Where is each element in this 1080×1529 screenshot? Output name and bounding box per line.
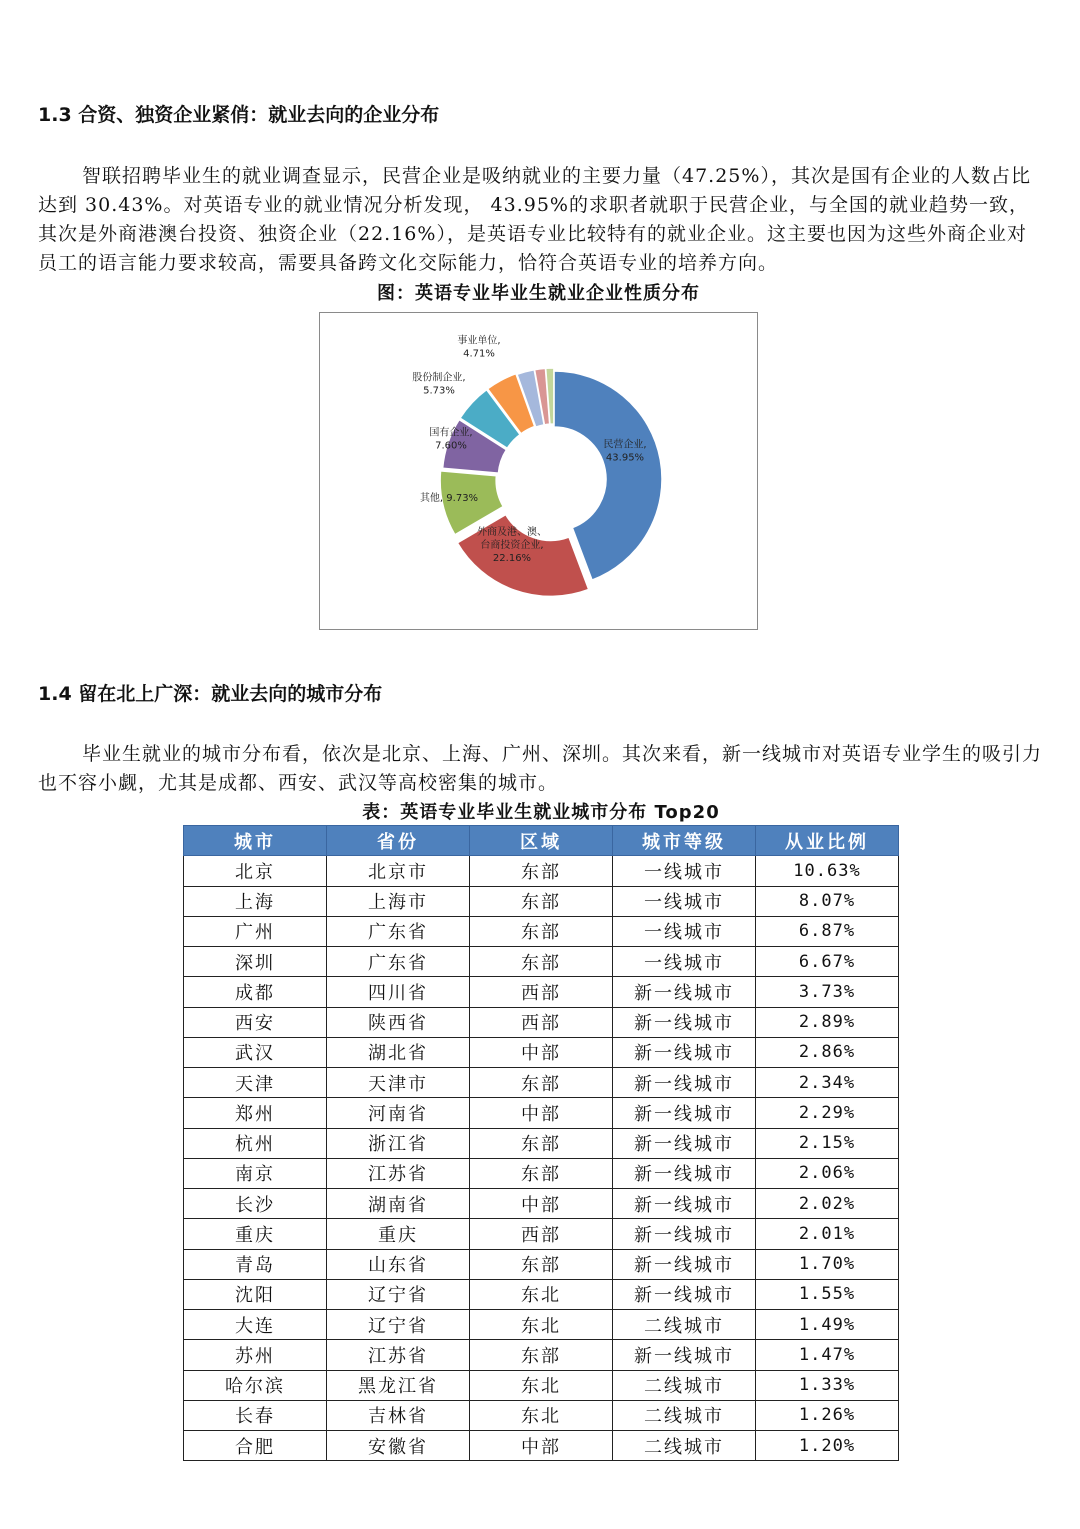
column-header: 城市等级 (613, 826, 756, 856)
table-cell: 郑州 (184, 1098, 327, 1128)
table-cell: 黑龙江省 (327, 1370, 470, 1400)
table-cell: 一线城市 (613, 916, 756, 946)
table-cell: 大连 (184, 1310, 327, 1340)
table-cell: 湖南省 (327, 1189, 470, 1219)
table-cell: 天津 (184, 1068, 327, 1098)
table-cell: 上海市 (327, 886, 470, 916)
table-cell: 新一线城市 (613, 1068, 756, 1098)
table-cell: 1.33% (756, 1370, 899, 1400)
table-cell: 中部 (470, 1431, 613, 1461)
table-row (184, 1249, 899, 1279)
slice-label: 民营企业, 43.95% (603, 439, 647, 464)
table-row (184, 856, 899, 886)
table-cell: 新一线城市 (613, 977, 756, 1007)
section-1-3-paragraph: 智联招聘毕业生的就业调查显示，民营企业是吸纳就业的主要力量（47.25%），其次是国有企业的人数占比达到 30.43%。对英语专业的就业情况分析发现， 43.95%的求职者就职于民营企业，与全国的就业趋势一致，其次是外商港澳台投资、独资企业（22.16%），是英语专业比较特有的就业企业。这主要也因为这些外商企业对员工的语言能力要求较高，需要具备跨文化交际能力，恰符合英语专业的培养方向。 (38, 165, 1031, 274)
table-cell: 8.07% (756, 886, 899, 916)
table-cell: 东部 (470, 1340, 613, 1370)
table-cell: 河南省 (327, 1098, 470, 1128)
table-row (184, 886, 899, 916)
table-cell: 西部 (470, 977, 613, 1007)
table-cell: 1.70% (756, 1249, 899, 1279)
table-cell: 中部 (470, 1037, 613, 1067)
table-cell: 江苏省 (327, 1158, 470, 1188)
table-cell: 沈阳 (184, 1279, 327, 1309)
table-cell: 东部 (470, 886, 613, 916)
table-cell: 成都 (184, 977, 327, 1007)
table-cell: 辽宁省 (327, 1310, 470, 1340)
table-row (184, 1340, 899, 1370)
table-row (184, 1370, 899, 1400)
table-cell: 二线城市 (613, 1310, 756, 1340)
table-cell: 新一线城市 (613, 1158, 756, 1188)
table-cell: 2.89% (756, 1007, 899, 1037)
table-cell: 西部 (470, 1219, 613, 1249)
table-cell: 北京 (184, 856, 327, 886)
table-cell: 天津市 (327, 1068, 470, 1098)
table-row (184, 1098, 899, 1128)
table-cell: 1.20% (756, 1431, 899, 1461)
table-cell: 上海 (184, 886, 327, 916)
table-cell: 深圳 (184, 947, 327, 977)
table-cell: 安徽省 (327, 1431, 470, 1461)
table-cell: 2.15% (756, 1128, 899, 1158)
table-cell: 北京市 (327, 856, 470, 886)
table-cell: 浙江省 (327, 1128, 470, 1158)
table-cell: 3.73% (756, 977, 899, 1007)
table-cell: 广州 (184, 916, 327, 946)
table-cell: 东北 (470, 1400, 613, 1430)
table-cell: 二线城市 (613, 1400, 756, 1430)
table-cell: 6.87% (756, 916, 899, 946)
table-cell: 辽宁省 (327, 1279, 470, 1309)
table-cell: 新一线城市 (613, 1037, 756, 1067)
table-cell: 一线城市 (613, 947, 756, 977)
figure-caption: 图：英语专业毕业生就业企业性质分布 (377, 283, 700, 304)
table-cell: 2.02% (756, 1189, 899, 1219)
table-cell: 杭州 (184, 1128, 327, 1158)
table-cell: 四川省 (327, 977, 470, 1007)
table-cell: 山东省 (327, 1249, 470, 1279)
table-cell: 长春 (184, 1400, 327, 1430)
table-cell: 东部 (470, 1158, 613, 1188)
table-cell: 东北 (470, 1279, 613, 1309)
table-header-row (184, 826, 899, 856)
section-1-4-heading: 1.4 留在北上广深：就业去向的城市分布 (38, 683, 383, 705)
table-cell: 一线城市 (613, 886, 756, 916)
table-cell: 2.34% (756, 1068, 899, 1098)
table-row (184, 1310, 899, 1340)
table-row (184, 1279, 899, 1309)
table-cell: 2.06% (756, 1158, 899, 1188)
table-cell: 1.47% (756, 1340, 899, 1370)
table-cell: 东北 (470, 1310, 613, 1340)
table-cell: 青岛 (184, 1249, 327, 1279)
table-cell: 新一线城市 (613, 1128, 756, 1158)
table-row (184, 1189, 899, 1219)
table-cell: 二线城市 (613, 1431, 756, 1461)
table-row (184, 1068, 899, 1098)
table-row (184, 1007, 899, 1037)
table-cell: 哈尔滨 (184, 1370, 327, 1400)
table-cell: 西安 (184, 1007, 327, 1037)
table-cell: 重庆 (184, 1219, 327, 1249)
table-cell: 湖北省 (327, 1037, 470, 1067)
table-cell: 新一线城市 (613, 1340, 756, 1370)
doughnut-chart (319, 312, 758, 630)
column-header: 城市 (184, 826, 327, 856)
table-cell: 新一线城市 (613, 1249, 756, 1279)
table-cell: 新一线城市 (613, 1219, 756, 1249)
table-row (184, 947, 899, 977)
table-cell: 东部 (470, 947, 613, 977)
table-row (184, 1400, 899, 1430)
table-cell: 1.55% (756, 1279, 899, 1309)
table-row (184, 1219, 899, 1249)
table-cell: 新一线城市 (613, 1007, 756, 1037)
slice-label: 外商及港、澳、台商投资企业, 22.16% (477, 527, 547, 564)
table-cell: 苏州 (184, 1340, 327, 1370)
table-cell: 东部 (470, 1068, 613, 1098)
table-cell: 东部 (470, 1249, 613, 1279)
table-caption: 表：英语专业毕业生就业城市分布 Top20 (362, 802, 720, 823)
section-1-4-paragraph: 毕业生就业的城市分布看，依次是北京、上海、广州、深圳。其次来看，新一线城市对英语专业学生的吸引力也不容小觑，尤其是成都、西安、武汉等高校密集的城市。 (38, 743, 1043, 794)
table-row (184, 1431, 899, 1461)
slice-label: 事业单位, 4.71% (457, 335, 501, 360)
column-header: 省份 (327, 826, 470, 856)
slice-label: 其他, 9.73% (419, 493, 479, 504)
table-cell: 2.01% (756, 1219, 899, 1249)
table-row (184, 1128, 899, 1158)
table-cell: 吉林省 (327, 1400, 470, 1430)
table-cell: 合肥 (184, 1431, 327, 1461)
table-cell: 二线城市 (613, 1370, 756, 1400)
table-cell: 重庆 (327, 1219, 470, 1249)
section-1-3-heading: 1.3 合资、独资企业紧俏：就业去向的企业分布 (38, 104, 440, 126)
city-distribution-table (183, 825, 899, 1461)
table-cell: 东北 (470, 1370, 613, 1400)
table-cell: 东部 (470, 856, 613, 886)
table-cell: 新一线城市 (613, 1098, 756, 1128)
slice-label: 股份制企业, 5.73% (412, 372, 466, 397)
table-cell: 陕西省 (327, 1007, 470, 1037)
table-cell: 中部 (470, 1189, 613, 1219)
table-cell: 南京 (184, 1158, 327, 1188)
table-cell: 6.67% (756, 947, 899, 977)
table-cell: 新一线城市 (613, 1279, 756, 1309)
table-cell: 2.29% (756, 1098, 899, 1128)
table-cell: 广东省 (327, 947, 470, 977)
column-header: 区域 (470, 826, 613, 856)
chart-canvas (320, 313, 757, 629)
table-cell: 长沙 (184, 1189, 327, 1219)
table-cell: 东部 (470, 916, 613, 946)
table-cell: 1.26% (756, 1400, 899, 1430)
table-row (184, 1158, 899, 1188)
column-header: 从业比例 (756, 826, 899, 856)
table-row (184, 1037, 899, 1067)
table-cell: 西部 (470, 1007, 613, 1037)
table-cell: 武汉 (184, 1037, 327, 1067)
table-cell: 10.63% (756, 856, 899, 886)
table-cell: 2.86% (756, 1037, 899, 1067)
table-cell: 广东省 (327, 916, 470, 946)
table-cell: 一线城市 (613, 856, 756, 886)
table-cell: 江苏省 (327, 1340, 470, 1370)
table-cell: 新一线城市 (613, 1189, 756, 1219)
table-row (184, 977, 899, 1007)
slice-label: 国有企业, 7.60% (429, 427, 473, 452)
table-cell: 中部 (470, 1098, 613, 1128)
table-cell: 东部 (470, 1128, 613, 1158)
table-row (184, 916, 899, 946)
table-cell: 1.49% (756, 1310, 899, 1340)
